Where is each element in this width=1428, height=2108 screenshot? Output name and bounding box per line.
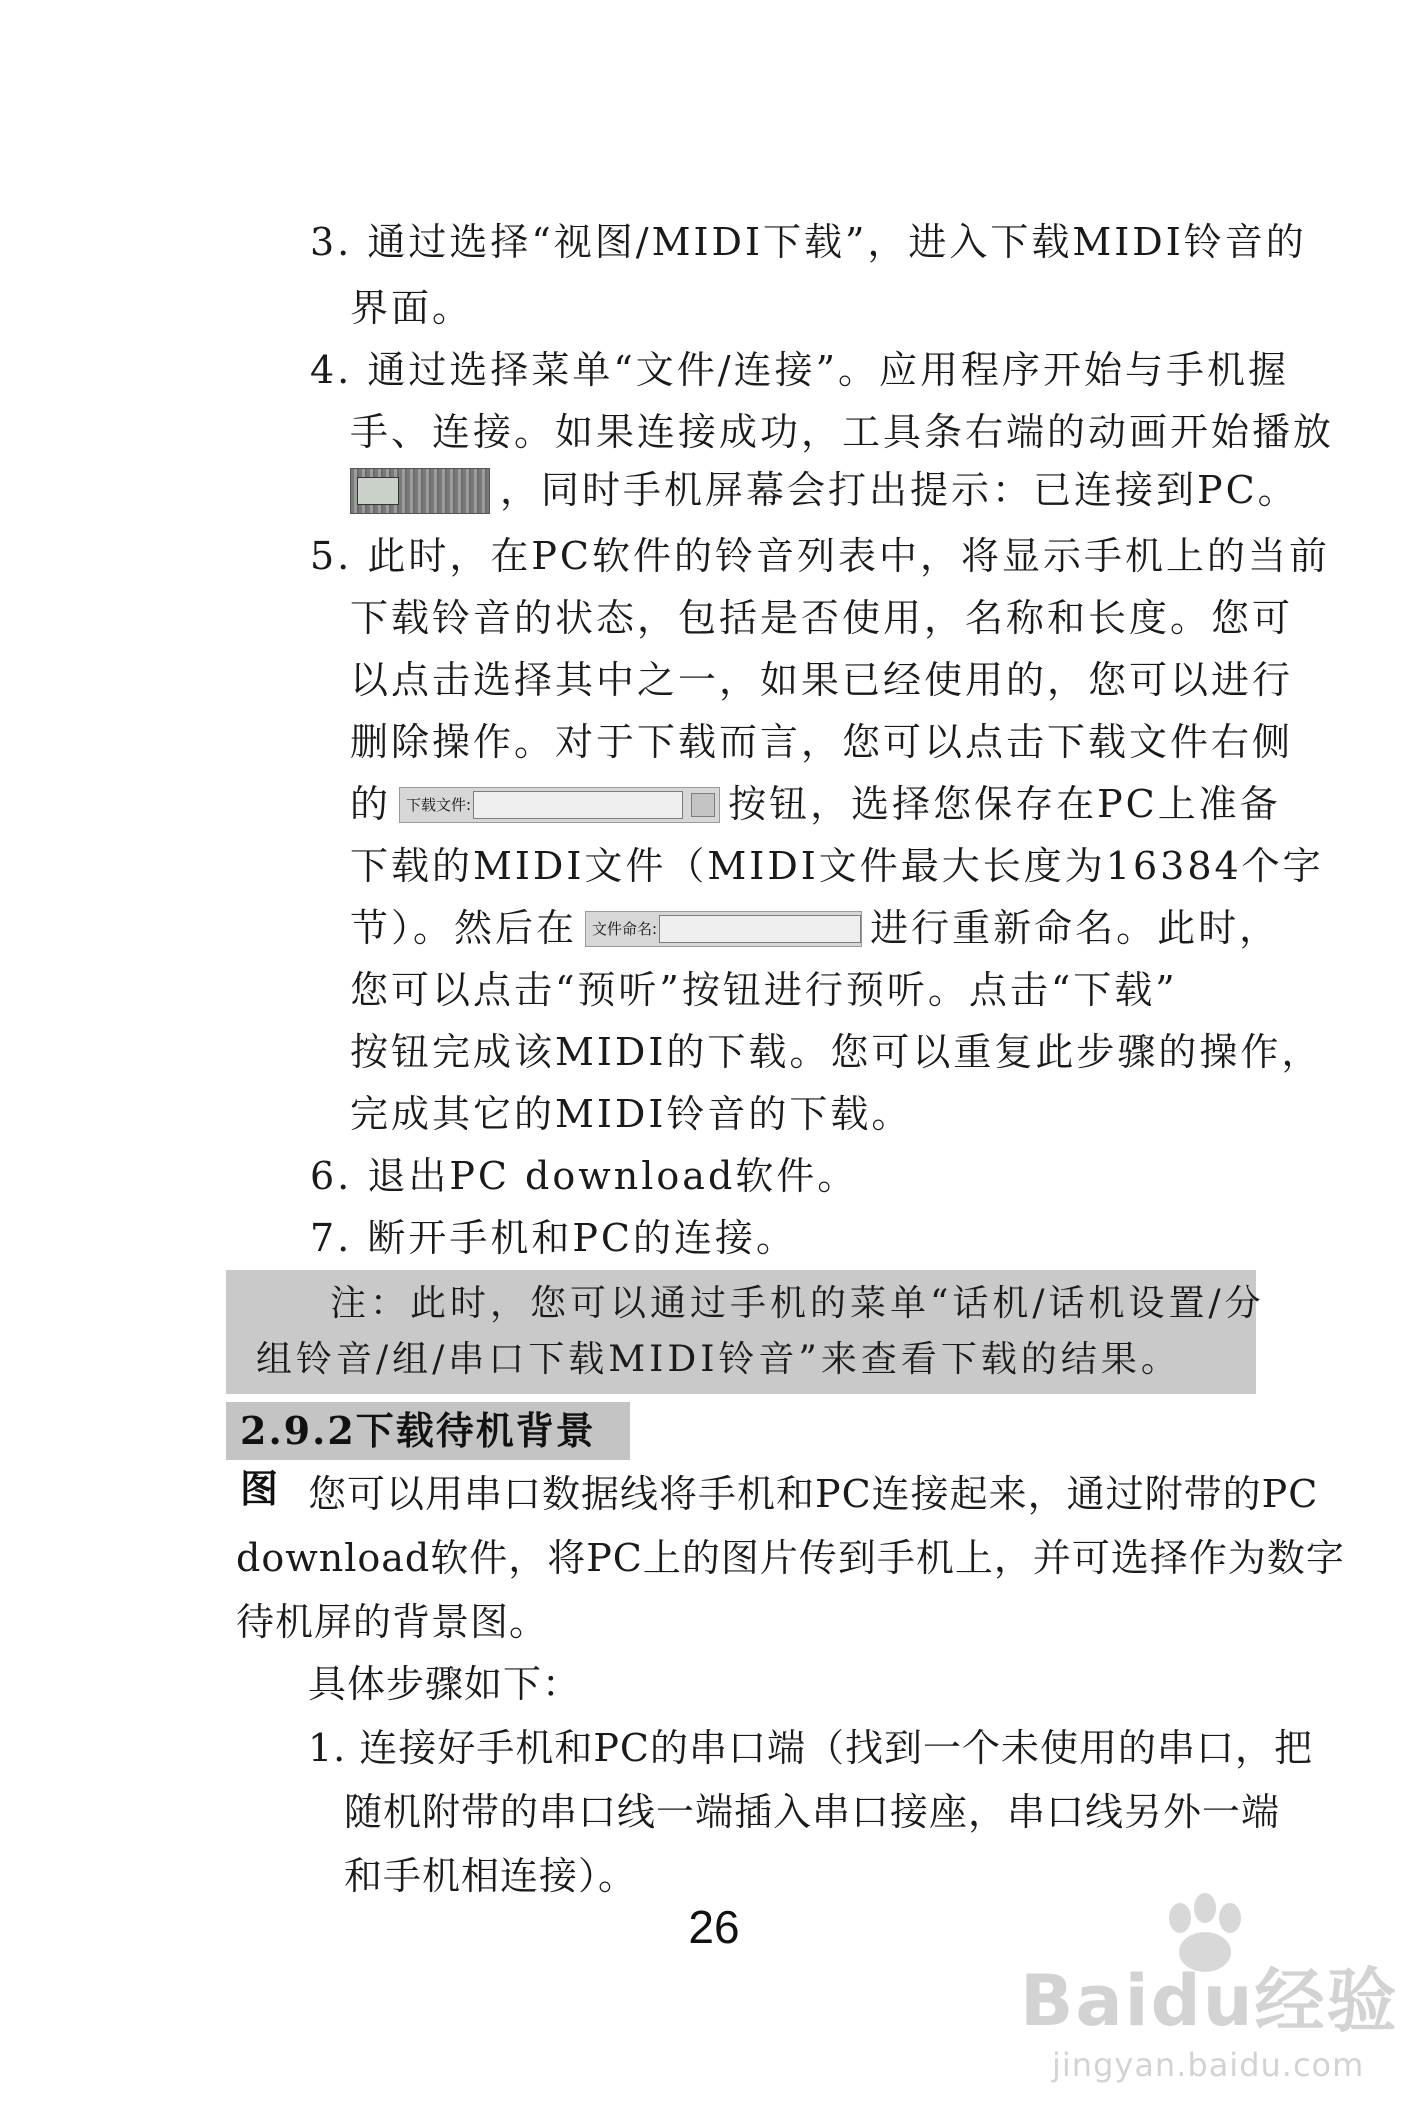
- item-5-line-7-suffix: 进行重新命名。此时，: [870, 906, 1281, 950]
- item-6-line-1: 6. 退出PC download软件。: [310, 1154, 859, 1198]
- item-5-line-6: 下载的MIDI文件（MIDI文件最大长度为16384个字: [350, 844, 1324, 888]
- section-paragraph-line-3: 待机屏的背景图。: [236, 1600, 549, 1644]
- item-5-line-5-suffix: 按钮，选择您保存在PC上准备: [728, 782, 1281, 826]
- step-1-line-3: 和手机相连接）。: [344, 1854, 638, 1898]
- item-3-line-1: 3. 通过选择“视图/MIDI下载”，进入下载MIDI铃音的: [310, 220, 1307, 264]
- note-line-1: 注：此时，您可以通过手机的菜单“话机/话机设置/分: [330, 1283, 1265, 1324]
- page-number: 26: [688, 1901, 740, 1953]
- rename-label: 文件命名:: [592, 919, 658, 938]
- item-4-line-3: [350, 466, 1299, 517]
- steps-intro: 具体步骤如下：: [308, 1662, 582, 1706]
- item-5-line-5: [350, 780, 1281, 828]
- rename-field-capture: [585, 911, 862, 947]
- item-3-line-2: 界面。: [350, 286, 474, 330]
- note-line-2: 组铃音/组/串口下载MIDI铃音”来查看下载的结果。: [256, 1339, 1181, 1380]
- section-paragraph-line-2: download软件，将PC上的图片传到手机上，并可选择作为数字: [236, 1536, 1345, 1580]
- baidu-watermark: [1020, 1900, 1420, 2090]
- section-heading: 2.9.2下载待机背景图: [226, 1402, 630, 1460]
- item-7-line-1: 7. 断开手机和PC的连接。: [310, 1216, 797, 1260]
- section-paragraph-line-1: 您可以用串口数据线将手机和PC连接起来，通过附带的PC: [308, 1472, 1319, 1516]
- item-5-line-2: 下载铃音的状态，包括是否使用，名称和长度。您可: [350, 596, 1294, 640]
- item-4-line-1: 4. 通过选择菜单“文件/连接”。应用程序开始与手机握: [310, 348, 1289, 392]
- item-4-line-2: 手、连接。如果连接成功，工具条右端的动画开始播放: [350, 410, 1335, 454]
- watermark-logo: Baidu经验: [1020, 1960, 1399, 2042]
- item-5-line-9: 按钮完成该MIDI的下载。您可以重复此步骤的操作，: [350, 1030, 1323, 1074]
- note-box: [226, 1270, 1265, 1394]
- item-5-line-10: 完成其它的MIDI铃音的下载。: [350, 1092, 913, 1136]
- item-5-line-4: 删除操作。对于下载而言，您可以点击下载文件右侧: [350, 720, 1294, 764]
- watermark-url: jingyan.baidu.com: [1052, 2046, 1365, 2084]
- item-4-line-3-text: ，同时手机屏幕会打出提示：已连接到PC。: [500, 468, 1299, 512]
- item-5-line-7-prefix: 节）。然后在: [350, 906, 578, 950]
- item-5-line-7: [350, 904, 1280, 952]
- download-file-field-capture: [399, 787, 720, 823]
- item-5-line-1: 5. 此时，在PC软件的铃音列表中，将显示手机上的当前: [310, 534, 1330, 578]
- step-1-line-2: 随机附带的串口线一端插入串口接座，串口线另外一端: [344, 1790, 1281, 1834]
- item-5-line-5-prefix: 的: [350, 782, 392, 826]
- step-1-line-1: 1. 连接好手机和PC的串口端（找到一个未使用的串口，把: [308, 1726, 1313, 1770]
- animation-thumbnail: [350, 468, 490, 514]
- rename-box: [659, 915, 861, 943]
- download-file-box: [473, 791, 683, 819]
- browse-button-capture: [691, 793, 715, 817]
- item-5-line-8: 您可以点击“预听”按钮进行预听。点击“下载”: [350, 968, 1178, 1012]
- download-file-label: 下载文件:: [406, 795, 472, 814]
- item-5-line-3: 以点击选择其中之一，如果已经使用的，您可以进行: [350, 658, 1294, 702]
